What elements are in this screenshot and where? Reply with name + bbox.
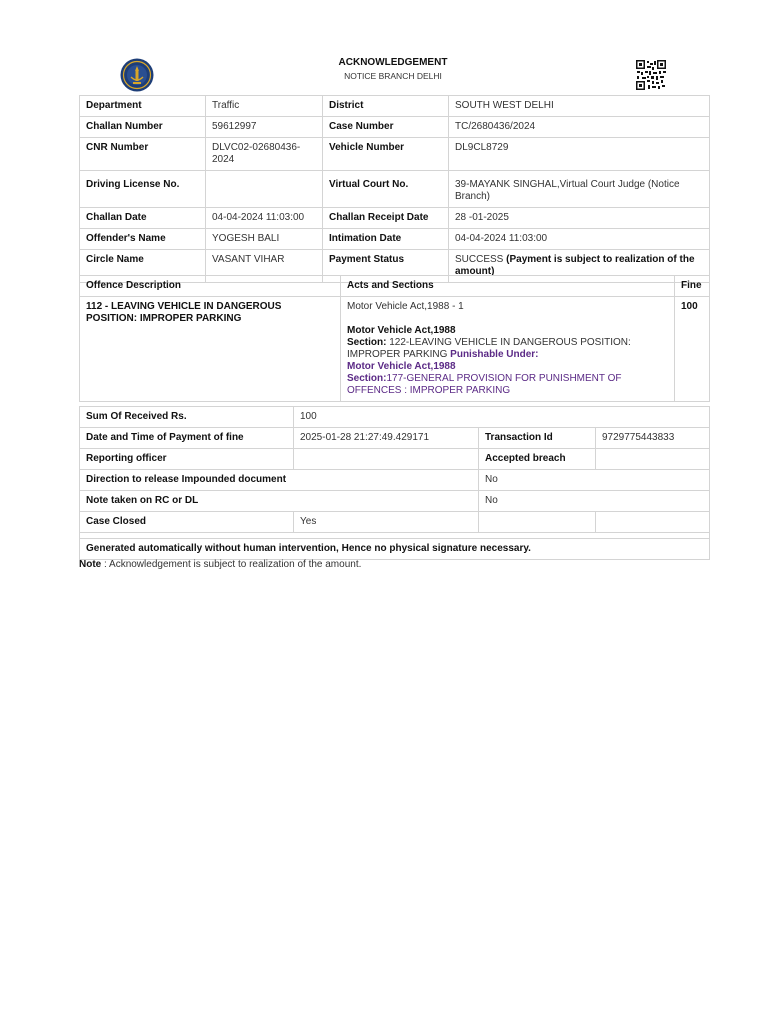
transaction-id-value: 9729775443833 — [596, 428, 710, 449]
payment-datetime-value: 2025-01-28 21:27:49.429171 — [294, 428, 479, 449]
acts-section — [347, 337, 668, 361]
case-number-label: Case Number — [323, 117, 449, 138]
virtual-court-label: Virtual Court No. — [323, 171, 449, 208]
table-row — [80, 229, 710, 250]
table-row — [80, 512, 710, 533]
table-header-row — [80, 276, 710, 297]
note-text: : Acknowledgement is subject to realization of the amount. — [101, 559, 362, 570]
reporting-officer-value — [294, 449, 479, 470]
vehicle-number-value: DL9CL8729 — [449, 138, 710, 171]
payment-table — [79, 406, 710, 560]
table-row — [80, 470, 710, 491]
cnr-number-value: DLVC02-02680436-2024 — [206, 138, 323, 171]
challan-number-value: 59612997 — [206, 117, 323, 138]
virtual-court-value: 39-MAYANK SINGHAL,Virtual Court Judge (Notice Branch) — [449, 171, 710, 208]
vehicle-number-label: Vehicle Number — [323, 138, 449, 171]
table-row — [80, 96, 710, 117]
offender-name-label: Offender's Name — [80, 229, 206, 250]
case-closed-label: Case Closed — [80, 512, 294, 533]
payment-status-note: (Payment is subject to realization of the amount) — [455, 254, 695, 277]
page-subtitle: NOTICE BRANCH DELHI — [344, 71, 442, 81]
fine-value: 100 — [675, 297, 710, 402]
challan-number-label: Challan Number — [80, 117, 206, 138]
case-closed-value: Yes — [294, 512, 479, 533]
accepted-breach-value — [596, 449, 710, 470]
acts-section-label: Section: — [347, 337, 387, 348]
offence-table — [79, 275, 710, 402]
note-label: Note — [79, 559, 102, 570]
challan-date-label: Challan Date — [80, 208, 206, 229]
department-label: Department — [80, 96, 206, 117]
challan-receipt-date-value: 28 -01-2025 — [449, 208, 710, 229]
direction-release-label: Direction to release Impounded document — [80, 470, 479, 491]
department-value: Traffic — [206, 96, 323, 117]
offence-description-value: 112 - LEAVING VEHICLE IN DANGEROUS POSITION: IMPROPER PARKING — [80, 297, 341, 402]
payment-status-label: Payment Status — [323, 250, 449, 283]
punish-act: Motor Vehicle Act,1988 — [347, 361, 456, 372]
acts-sections-header: Acts and Sections — [341, 276, 675, 297]
table-row — [80, 208, 710, 229]
page-title: ACKNOWLEDGEMENT — [338, 57, 448, 68]
table-row — [80, 491, 710, 512]
table-row — [80, 297, 710, 402]
fine-header: Fine — [675, 276, 710, 297]
accepted-breach-label: Accepted breach — [479, 449, 596, 470]
payment-status-value: SUCCESS — [455, 254, 504, 265]
district-label: District — [323, 96, 449, 117]
footer-statement: Generated automatically without human intervention, Hence no physical signature necessary. — [80, 539, 710, 560]
acts-section-text: 122-LEAVING VEHICLE IN DANGEROUS POSITION: IMPROPER PARKING — [347, 337, 631, 360]
acts-line: Motor Vehicle Act,1988 - 1 — [347, 301, 464, 312]
sum-received-value: 100 — [294, 407, 710, 428]
acts-sections-cell — [341, 297, 675, 402]
acts-act: Motor Vehicle Act,1988 — [347, 325, 456, 336]
district-value: SOUTH WEST DELHI — [449, 96, 710, 117]
challan-receipt-date-label: Challan Receipt Date — [323, 208, 449, 229]
intimation-date-value: 04-04-2024 11:03:00 — [449, 229, 710, 250]
note-rc-dl-label: Note taken on RC or DL — [80, 491, 479, 512]
note-rc-dl-value: No — [479, 491, 710, 512]
challan-date-value: 04-04-2024 11:03:00 — [206, 208, 323, 229]
offender-name-value: YOGESH BALI — [206, 229, 323, 250]
sum-received-label: Sum Of Received Rs. — [80, 407, 294, 428]
direction-release-value: No — [479, 470, 710, 491]
driving-license-label: Driving License No. — [80, 171, 206, 208]
table-row — [80, 117, 710, 138]
payment-datetime-label: Date and Time of Payment of fine — [80, 428, 294, 449]
challan-details-table — [79, 95, 710, 283]
table-row — [80, 171, 710, 208]
driving-license-value — [206, 171, 323, 208]
punish-section-label: Section: — [347, 373, 387, 384]
offence-description-header: Offence Description — [80, 276, 341, 297]
qr-code-icon — [636, 60, 666, 90]
table-row — [80, 539, 710, 560]
table-row — [80, 138, 710, 171]
table-row — [80, 428, 710, 449]
cnr-number-label: CNR Number — [80, 138, 206, 171]
punish-section — [347, 373, 668, 397]
circle-name-value: VASANT VIHAR — [206, 250, 323, 283]
case-number-value: TC/2680436/2024 — [449, 117, 710, 138]
intimation-date-label: Intimation Date — [323, 229, 449, 250]
punishable-label: Punishable Under: — [450, 349, 539, 360]
punish-section-text: 177-GENERAL PROVISION FOR PUNISHMENT OF OFFENCES : IMPROPER PARKING — [347, 373, 622, 396]
transaction-id-label: Transaction Id — [479, 428, 596, 449]
circle-name-label: Circle Name — [80, 250, 206, 283]
reporting-officer-label: Reporting officer — [80, 449, 294, 470]
table-row — [80, 407, 710, 428]
footnote — [79, 559, 361, 570]
table-row — [80, 449, 710, 470]
